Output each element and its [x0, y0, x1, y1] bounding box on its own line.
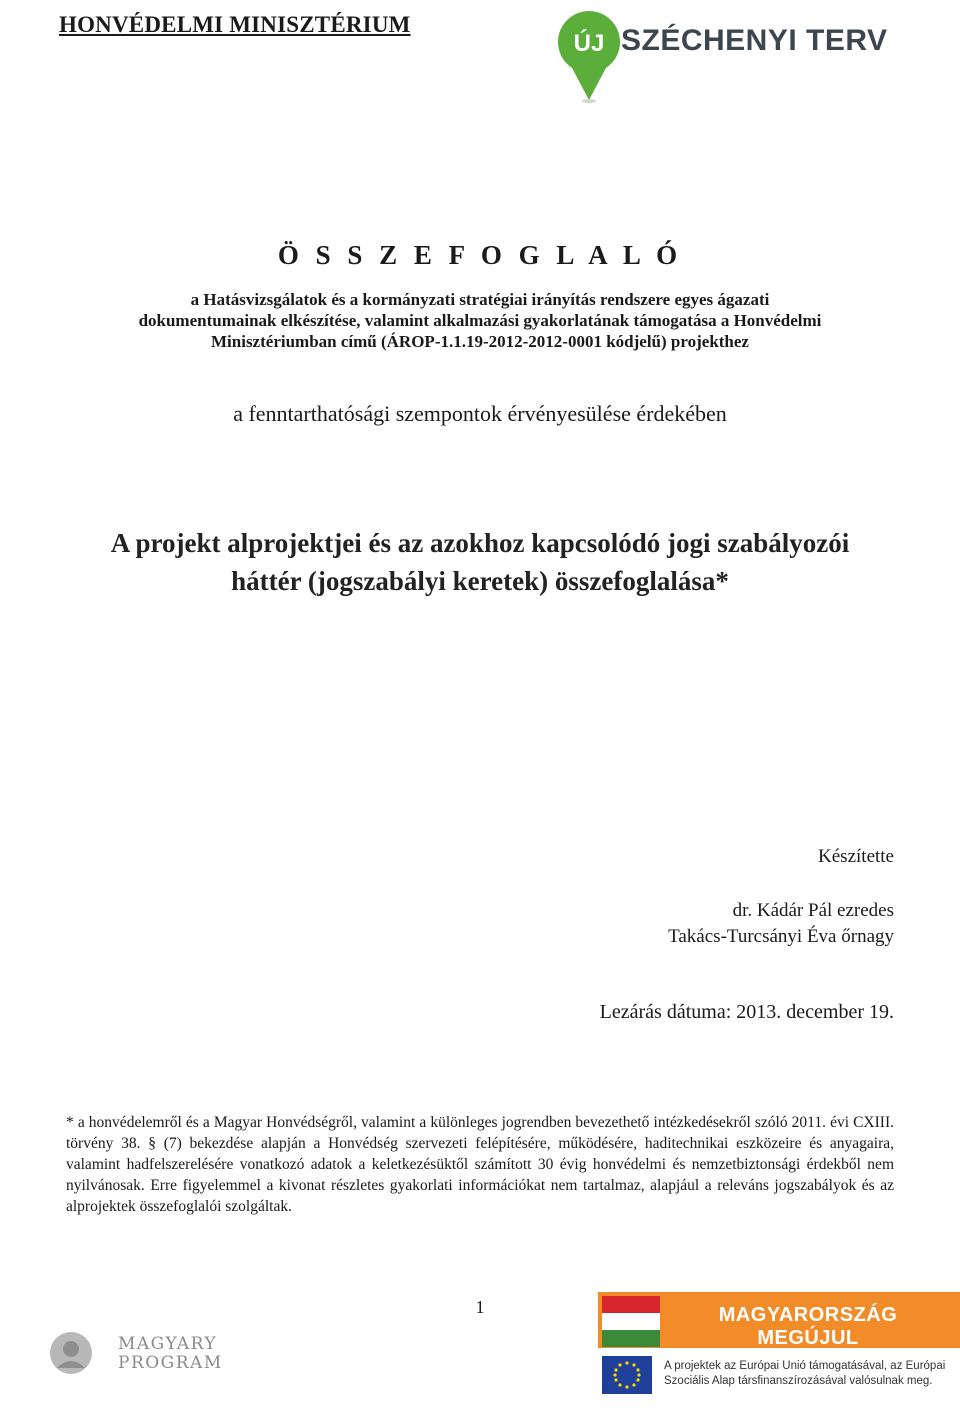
subtitle-line: dokumentumainak elkészítése, valamint alkalmazási gyakorlatának támogatása a Honvédelmi — [138, 311, 822, 330]
heading-line: háttér (jogszabályi keretek) összefoglalása* — [231, 566, 729, 596]
page-number: 1 — [475, 1297, 485, 1317]
author-name: Takács-Turcsányi Éva őrnagy — [668, 926, 894, 947]
document-heading — [40, 524, 920, 600]
magyary-program-logo — [48, 1330, 248, 1378]
uj-szechenyi-terv-pin-icon — [558, 11, 620, 103]
author-name: dr. Kádár Pál ezredes — [732, 900, 894, 921]
closing-date: Lezárás dátuma: 2013. december 19. — [599, 1001, 894, 1023]
banner-sub-line: Szociális Alap társfinanszírozásával valósulnak meg. — [664, 1375, 933, 1387]
subtitle-line: a Hatásvizsgálatok és a kormányzati stratégiai irányítás rendszere egyes ágazati — [190, 290, 770, 309]
banner-subtitle — [664, 1359, 956, 1389]
magyary-portrait-icon — [48, 1330, 94, 1376]
banner-sub-line: A projektek az Európai Unió támogatásával, az Európai — [664, 1360, 946, 1372]
heading-line: A projekt alprojektjei és az azokhoz kapcsolódó jogi szabályozói — [110, 528, 850, 558]
ministry-name: HONVÉDELMI MINISZTÉRIUM — [59, 12, 411, 37]
logo-text: SZÉCHENYI TERV — [621, 24, 888, 57]
subtitle-line: Minisztériumban című (ÁROP-1.1.19-2012-2012-0001 kódjelű) projekthez — [211, 332, 749, 351]
purpose-line: a fenntarthatósági szempontok érvényesülése érdekében — [233, 401, 727, 426]
magyary-line1: MAGYARY — [118, 1334, 218, 1354]
footnote: * a honvédelemről és a Magyar Honvédségről, valamint a különleges jogrendben bevezethető intézkedésekről szóló 2011. évi CXIII. törvény 38. § (7) bekezdése alapján a Honvédség szervezeti felépítésére, működésére, haditechnikai eszközeire és anyagaira, valamint hadfelszerelésére vonatkozó adatok a keletkezésüktől számított 30 évig honvédelmi és nemzetbiztonsági érdekből nem nyilvánosak. Erre figyelemmel a kivonat részletes gyakorlati információkat nem tartalmaz, alapjául a releváns jogszabályok és az alprojektek összefoglalói szolgáltak. — [66, 1114, 894, 1215]
logo-pin-text: ÚJ — [573, 30, 605, 57]
document-title: Ö S S Z E F O G L A L Ó — [277, 240, 683, 270]
hungarian-flag-icon — [602, 1296, 660, 1347]
magyary-line2: PROGRAM — [118, 1353, 223, 1373]
banner-title: MAGYARORSZÁG MEGÚJUL — [718, 1304, 898, 1349]
prepared-by-label: Készítette — [818, 846, 894, 867]
project-subtitle — [60, 289, 900, 352]
eu-flag-icon — [602, 1356, 652, 1394]
